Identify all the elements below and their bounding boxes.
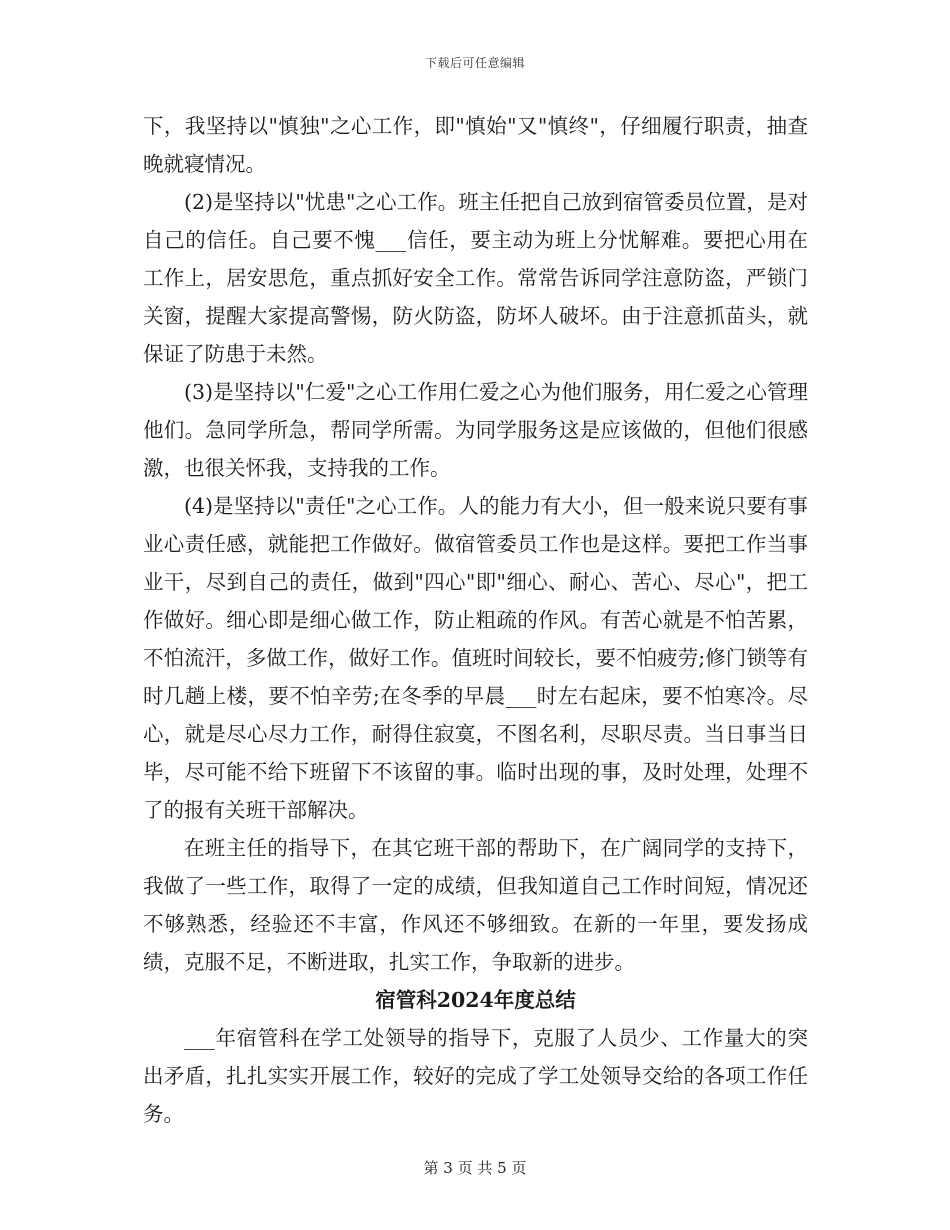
- paragraph-item-2: (2)是坚持以"忧患"之心工作。班主任把自己放到宿管委员位置，是对自己的信任。自己要不愧___信任，要主动为班上分忧解难。要把心用在工作上，居安思危，重点抓好安全工作。常常告诉同学注意防盗，严锁门关窗，提醒大家提高警惕，防火防盗，防坏人破坏。由于注意抓苗头，就保证了防患于未然。: [143, 190, 808, 366]
- section-title: 宿管科2024年度总结: [375, 988, 576, 1012]
- paragraph-item-3: (3)是坚持以"仁爱"之心工作用仁爱之心为他们服务，用仁爱之心管理他们。急同学所急，帮同学所需。为同学服务这是应该做的，但他们很感激，也很关怀我，支持我的工作。: [143, 380, 808, 480]
- document-body: [143, 107, 808, 1133]
- page-header: 下载后可任意编辑: [424, 56, 525, 70]
- section-paragraph: ___年宿管科在学工处领导的指导下，克服了人员少、工作量大的突出矛盾，扎扎实实开展工作，较好的完成了学工处领导交给的各项工作任务。: [143, 1026, 808, 1126]
- paragraph-continuation: 下，我坚持以"慎独"之心工作，即"慎始"又"慎终"，仔细履行职责，抽查晚就寝情况。: [143, 114, 808, 176]
- paragraph-item-4: (4)是坚持以"责任"之心工作。人的能力有大小，但一般来说只要有事业心责任感，就能把工作做好。做宿管委员工作也是这样。要把工作当事业干，尽到自己的责任，做到"四心"即"细心、耐心、苦心、尽心"，把工作做好。细心即是细心做工作，防止粗疏的作风。有苦心就是不怕苦累，不怕流汗，多做工作，做好工作。值班时间较长，要不怕疲劳;修门锁等有时几趟上楼，要不怕辛劳;在冬季的早晨___时左右起床，要不怕寒冷。尽心，就是尽心尽力工作，耐得住寂寞，不图名利，尽职尽责。当日事当日毕，尽可能不给下班留下不该留的事。临时出现的事，及时处理，处理不了的报有关班干部解决。: [143, 494, 808, 822]
- paragraph-conclusion: 在班主任的指导下，在其它班干部的帮助下，在广阔同学的支持下，我做了一些工作，取得了一定的成绩，但我知道自己工作时间短，情况还不够熟悉，经验还不丰富，作风还不够细致。在新的一年里，要发扬成绩，克服不足，不断进取，扎实工作，争取新的进步。: [143, 836, 808, 974]
- page-number: 第 3 页 共 5 页: [423, 1159, 527, 1177]
